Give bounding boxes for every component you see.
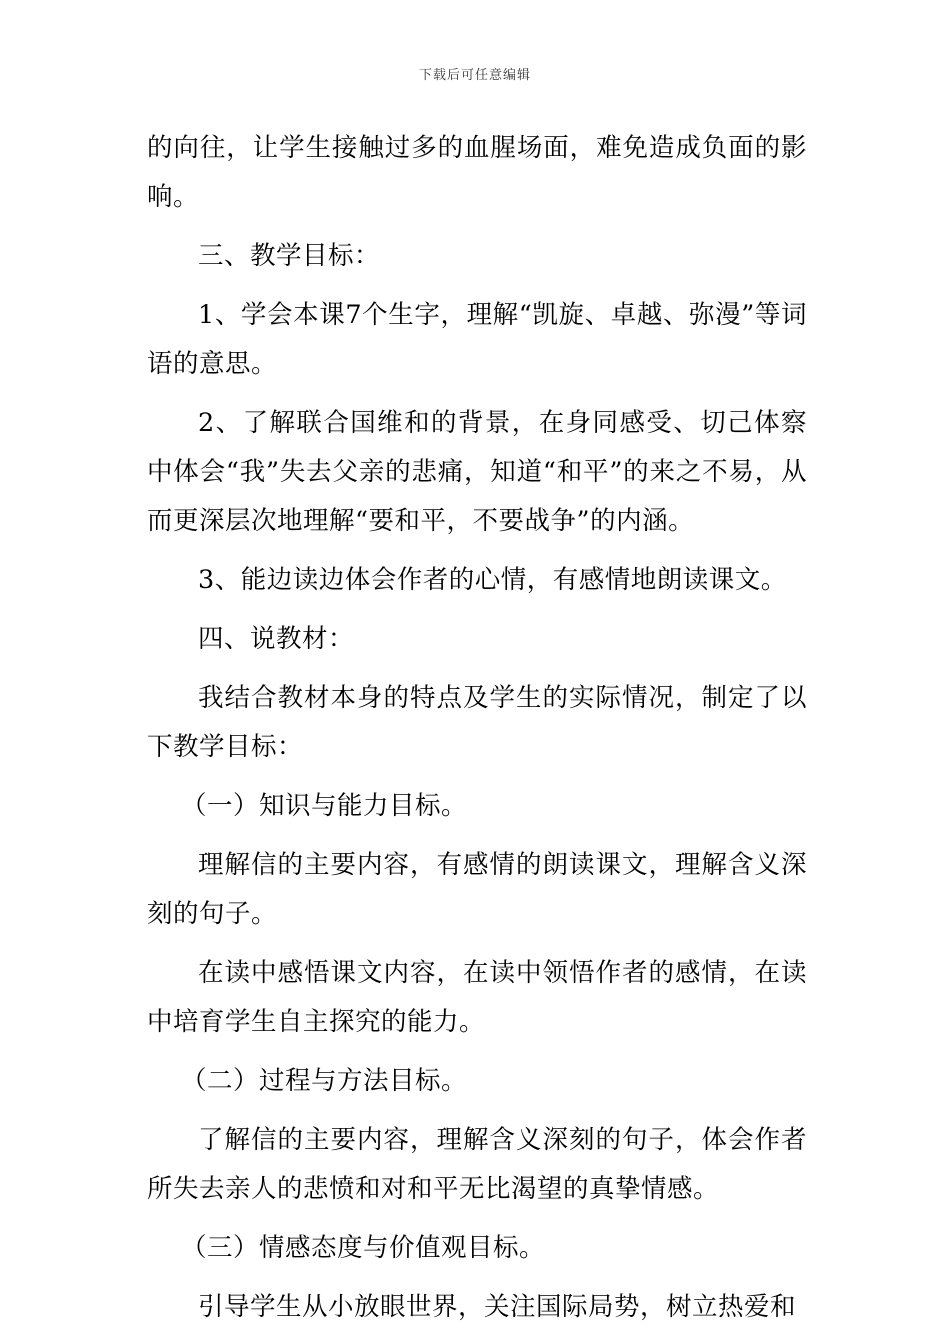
paragraph: 理解信的主要内容，有感情的朗读课文，理解含义深刻的句子。 bbox=[147, 850, 807, 929]
section-heading: 三、教学目标： bbox=[198, 241, 381, 271]
paragraph: 的向往，让学生接触过多的血腥场面，难免造成负面的影响。 bbox=[147, 133, 807, 212]
subsection-heading: （二）过程与方法目标。 bbox=[181, 1066, 468, 1096]
paragraph: 了解信的主要内容，理解含义深刻的句子，体会作者所失去亲人的悲愤和对和平无比渴望的真挚情感。 bbox=[147, 1125, 807, 1204]
list-item: 3、能边读边体会作者的心情，有感情地朗读课文。 bbox=[198, 565, 787, 595]
subsection-heading: （一）知识与能力目标。 bbox=[181, 791, 468, 821]
paragraph: 引导学生从小放眼世界，关注国际局势，树立热爱和 bbox=[198, 1292, 797, 1322]
list-item: 2、了解联合国维和的背景，在身同感受、切己体察中体会“我”失去父亲的悲痛，知道“和平”的来之不易，从而更深层次地理解“要和平，不要战争”的内涵。 bbox=[147, 408, 807, 536]
document-body bbox=[147, 124, 807, 1342]
section-heading: 四、说教材： bbox=[198, 624, 355, 654]
subsection-heading: （三）情感态度与价值观目标。 bbox=[181, 1233, 546, 1263]
paragraph: 我结合教材本身的特点及学生的实际情况，制定了以下教学目标： bbox=[147, 683, 807, 762]
paragraph: 在读中感悟课文内容，在读中领悟作者的感情，在读中培育学生自主探究的能力。 bbox=[147, 958, 807, 1037]
page-header: 下载后可任意编辑 bbox=[418, 68, 531, 83]
list-item: 1、学会本课7个生字，理解“凯旋、卓越、弥漫”等词语的意思。 bbox=[147, 300, 807, 379]
